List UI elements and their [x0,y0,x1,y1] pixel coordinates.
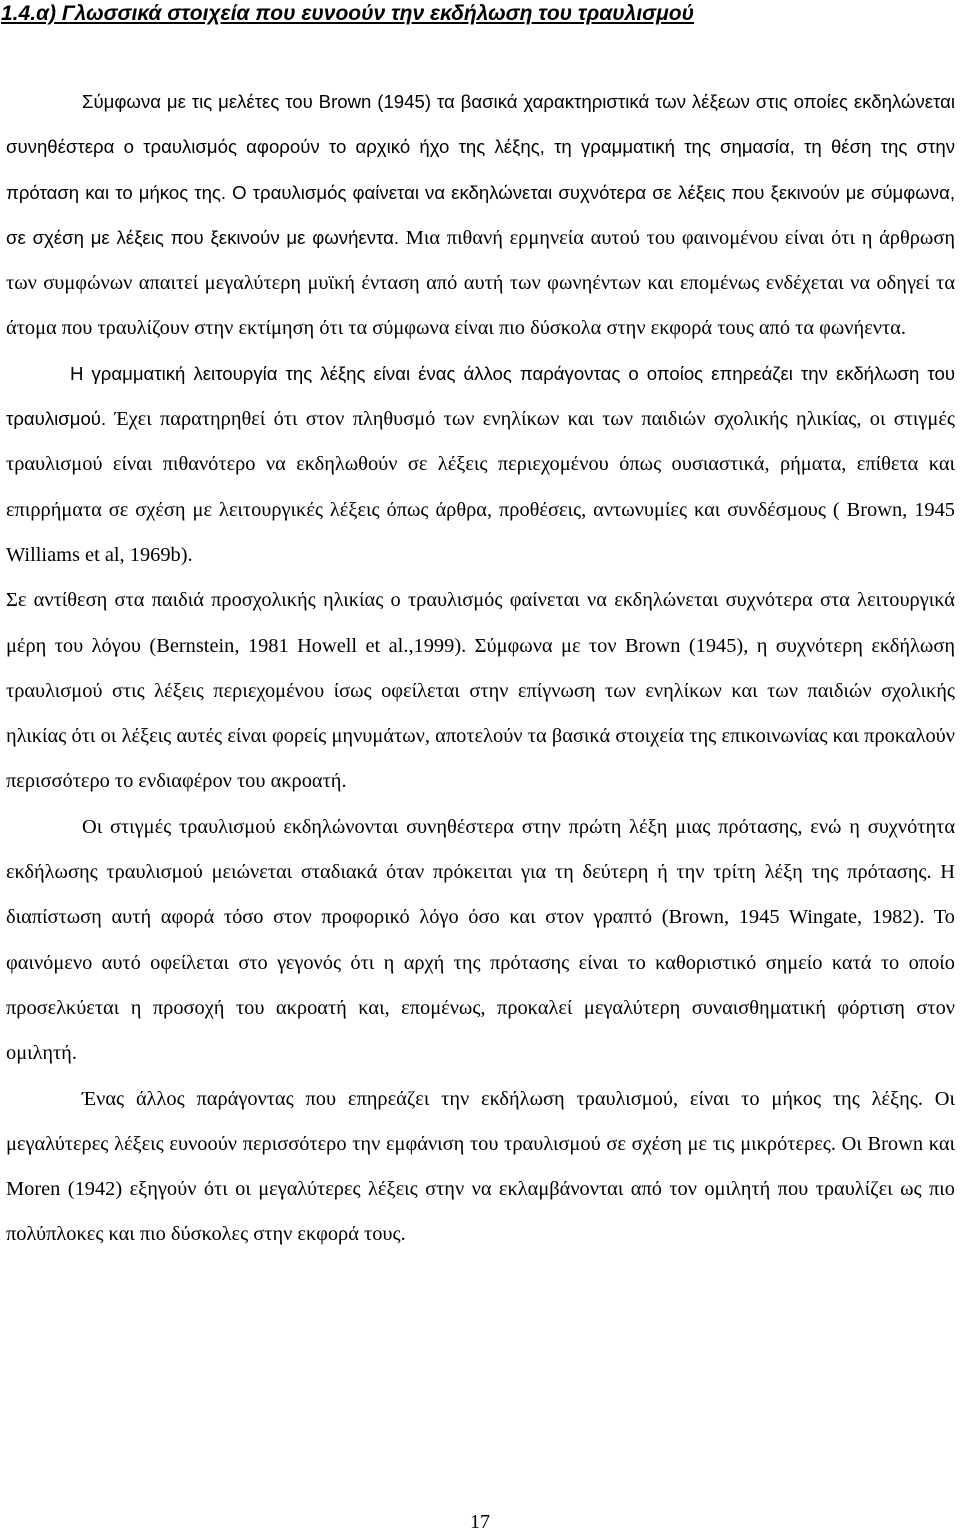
section-heading: 1.4.α) Γλωσσικά στοιχεία που ευνοούν την εκδήλωση του τραυλισμού [1,2,695,25]
paragraph-2-text-a: Η γραμματική λειτουργία της λέξης είναι ένας άλλος παράγοντας ο οποίος επηρεάζει την εκδήλωση του τραυλισμού. [6,362,955,430]
paragraph-4 [6,805,955,1077]
paragraph-2-text-b: Έχει παρατηρηθεί ότι στον πληθυσμό των ενηλίκων και των παιδιών σχολικής ηλικίας, οι στιγμές τραυλισμού είναι πιθανότερο να εκδηλωθούν σε λέξεις περιεχομένου όπως ουσιαστικά, ρήματα, επίθετα και επιρρήματα σε σχέση με λειτουργικές λέξεις όπως άρθρα, προθέσεις, αντωνυμίες και συνδέσμους ( Brown, 1945 Williams et al, 1969b). [6,408,955,566]
page-number-text: 17 [470,1511,490,1533]
paragraph-5 [6,1077,955,1258]
paragraph-5-text: Ένας άλλος παράγοντας που επηρεάζει την εκδήλωση τραυλισμού, είναι το μήκος της λέξης. Οι μεγαλύτερες λέξεις ευνοούν περισσότερο την εμφάνιση του τραυλισμού σε σχέση με τις μικρότερες. Οι Brown και Moren (1942) εξηγούν ότι οι μεγαλύτερες λέξεις στην να εκλαμβάνονται από τον ομιλητή που τραυλίζει ως πιο πολύπλοκες και πιο δύσκολες στην εκφορά τους. [6,1087,955,1246]
paragraph-2 [6,352,955,578]
page-number [0,1511,960,1534]
paragraph-4-text: Οι στιγμές τραυλισμού εκδηλώνονται συνηθέστερα στην πρώτη λέξη μιας πρότασης, ενώ η συχνότητα εκδήλωσης τραυλισμού μειώνεται σταδιακά όταν πρόκειται για τη δεύτερη ή την τρίτη λέξη της πρότασης. Η διαπίστωση αυτή αφορά τόσο στον προφορικό λόγο όσο και στον γραπτό (Brown, 1945 Wingate, 1982). Το φαινόμενο αυτό οφείλεται στο γεγονός ότι η αρχή της πρότασης είναι το καθοριστικό σημείο κατά το οποίο προσελκύεται η προσοχή του ακροατή και, επομένως, προκαλεί μεγαλύτερη συναισθηματική φόρτιση στον ομιλητή. [6,815,955,1065]
paragraph-1-text-a: Σύμφωνα με τις μελέτες του Brown (1945) τα βασικά χαρακτηριστικά των λέξεων στις οποίες εκδηλώνεται συνηθέστερα ο τραυλισμός αφορούν το αρχικό ήχο της λέξης, τη γραμματική της σημασία, τη θέση της στην πρόταση και το μήκος της. Ο τραυλισμός φαίνεται να εκδηλώνεται συχνότερα σε λέξεις που ξεκινούν με σύμφωνα, σε σχέση με λέξεις που ξεκινούν με φωνήεντα. [6,91,955,248]
paragraph-1-text-b: Μια πιθανή ερμηνεία αυτού του φαινομένου είναι ότι η άρθρωση των συμφώνων απαιτεί μεγαλύτερη μυϊκή ένταση από αυτή των φωνηέντων και επομένως ενδέχεται να οδηγεί τα άτομα που τραυλίζουν στην εκτίμηση ότι τα σύμφωνα είναι πιο δύσκολα στην εκφορά τους από τα φωνήεντα. [6,226,955,340]
paragraph-1 [6,80,955,352]
body-text [6,80,955,1258]
paragraph-3 [6,578,955,804]
paragraph-3-text: Σε αντίθεση στα παιδιά προσχολικής ηλικίας ο τραυλισμός φαίνεται να εκδηλώνεται συχνότερα στα λειτουργικά μέρη του λόγου (Bernstein, 1981 Howell et al.,1999). Σύμφωνα με τον Brown (1945), η συχνότερη εκδήλωση τραυλισμού στις λέξεις περιεχομένου ίσως οφείλεται στην επίγνωση των ενηλίκων και των παιδιών σχολικής ηλικίας ότι οι λέξεις αυτές είναι φορείς μηνυμάτων, αποτελούν τα βασικά στοιχεία της επικοινωνίας και προκαλούν περισσότερο το ενδιαφέρον του ακροατή. [6,589,955,793]
